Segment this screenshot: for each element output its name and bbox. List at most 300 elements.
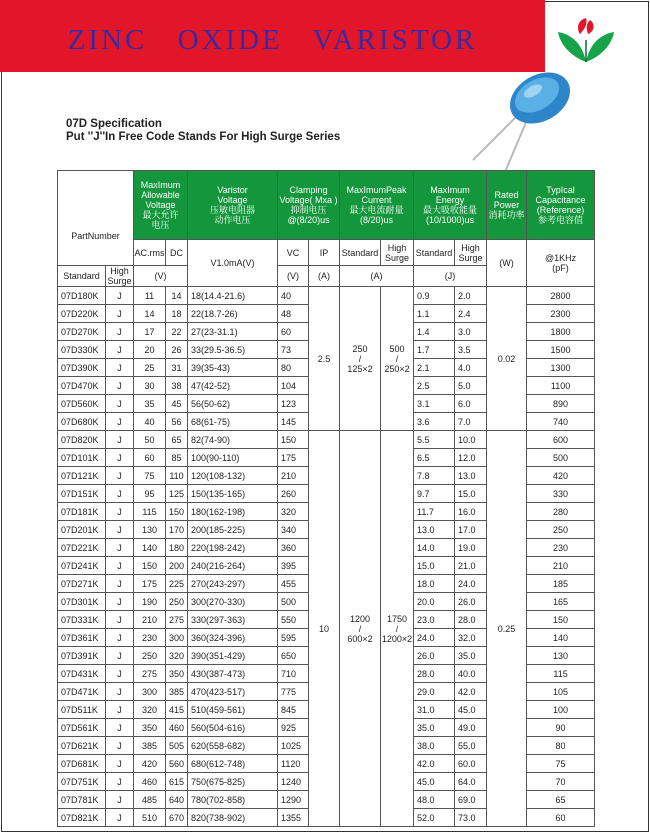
capacitance-value: 600 <box>527 431 595 449</box>
ac-rms-value: 40 <box>134 413 166 431</box>
standard-energy-value: 23.0 <box>414 611 455 629</box>
varistor-voltage-value: 560(504-616) <box>188 719 278 737</box>
clamping-voltage-value: 550 <box>278 611 309 629</box>
capacitance-value: 1300 <box>527 359 595 377</box>
dc-value: 670 <box>166 809 188 827</box>
leaf-logo-icon <box>556 10 616 66</box>
standard-energy-value: 35.0 <box>414 719 455 737</box>
clamping-voltage-value: 595 <box>278 629 309 647</box>
clamping-voltage-value: 650 <box>278 647 309 665</box>
clamping-voltage-value: 60 <box>278 323 309 341</box>
varistor-voltage-value: 120(108-132) <box>188 467 278 485</box>
capacitance-value: 100 <box>527 701 595 719</box>
standard-energy-value: 11.7 <box>414 503 455 521</box>
varistor-voltage-header: Varistor Voltage 压敏电阻器 动作电压 <box>188 171 278 240</box>
part-number: 07D301K <box>58 593 106 611</box>
high-surge-energy-value: 60.0 <box>455 755 487 773</box>
varistor-voltage-value: 240(216-264) <box>188 557 278 575</box>
dc-value: 22 <box>166 323 188 341</box>
high-surge-energy-value: 19.0 <box>455 539 487 557</box>
clamping-voltage-value: 455 <box>278 575 309 593</box>
part-number: 07D820K <box>58 431 106 449</box>
dc-header: DC <box>166 240 188 266</box>
ac-rms-value: 115 <box>134 503 166 521</box>
spec-subtitle: Put ''J''In Free Code Stands For High Surge Series <box>66 131 341 143</box>
high-surge-code: J <box>106 755 134 773</box>
energy-standard-header: Standard <box>414 240 455 266</box>
current-standard-header: Standard <box>340 240 381 266</box>
clamping-voltage-value: 123 <box>278 395 309 413</box>
current-unit: (A) <box>340 266 414 287</box>
part-number: 07D330K <box>58 341 106 359</box>
high-surge-code: J <box>106 665 134 683</box>
varistor-voltage-value: 100(90-110) <box>188 449 278 467</box>
ac-rms-value: 420 <box>134 755 166 773</box>
high-surge-energy-value: 24.0 <box>455 575 487 593</box>
varistor-voltage-value: 33(29.5-36.5) <box>188 341 278 359</box>
clamping-voltage-value: 48 <box>278 305 309 323</box>
clamping-voltage-value: 1355 <box>278 809 309 827</box>
clamping-voltage-value: 73 <box>278 341 309 359</box>
high-surge-energy-value: 55.0 <box>455 737 487 755</box>
ac-rms-value: 385 <box>134 737 166 755</box>
capacitance-value: 1800 <box>527 323 595 341</box>
high-surge-code: J <box>106 773 134 791</box>
varistor-voltage-value: 39(35-43) <box>188 359 278 377</box>
voltage-unit: (V) <box>134 266 188 287</box>
high-surge-energy-value: 64.0 <box>455 773 487 791</box>
high-surge-energy-value: 15.0 <box>455 485 487 503</box>
standard-energy-value: 31.0 <box>414 701 455 719</box>
dc-value: 505 <box>166 737 188 755</box>
high-surge-current-value: 1750 / 1200×2 <box>381 431 414 827</box>
dc-value: 14 <box>166 287 188 305</box>
varistor-voltage-value: 820(738-902) <box>188 809 278 827</box>
clamping-voltage-value: 260 <box>278 485 309 503</box>
clamping-voltage-value: 1290 <box>278 791 309 809</box>
varistor-voltage-value: 27(23-31.1) <box>188 323 278 341</box>
ac-rms-value: 140 <box>134 539 166 557</box>
standard-energy-value: 20.0 <box>414 593 455 611</box>
part-number: 07D220K <box>58 305 106 323</box>
part-number: 07D201K <box>58 521 106 539</box>
clamping-voltage-value: 80 <box>278 359 309 377</box>
ac-rms-value: 275 <box>134 665 166 683</box>
dc-value: 31 <box>166 359 188 377</box>
dc-value: 170 <box>166 521 188 539</box>
high-surge-code: J <box>106 647 134 665</box>
dc-value: 180 <box>166 539 188 557</box>
varistor-voltage-value: 200(185-225) <box>188 521 278 539</box>
ac-rms-value: 190 <box>134 593 166 611</box>
ac-rms-value: 485 <box>134 791 166 809</box>
clamping-voltage-value: 150 <box>278 431 309 449</box>
part-number: 07D470K <box>58 377 106 395</box>
dc-value: 385 <box>166 683 188 701</box>
ac-rms-value: 35 <box>134 395 166 413</box>
capacitance-value: 90 <box>527 719 595 737</box>
part-number: 07D511K <box>58 701 106 719</box>
clamping-voltage-value: 395 <box>278 557 309 575</box>
standard-energy-value: 13.0 <box>414 521 455 539</box>
varistor-voltage-value: 680(612-748) <box>188 755 278 773</box>
high-surge-energy-value: 5.0 <box>455 377 487 395</box>
ac-rms-value: 75 <box>134 467 166 485</box>
clamping-voltage-value: 145 <box>278 413 309 431</box>
part-number: 07D101K <box>58 449 106 467</box>
ac-rms-value: 460 <box>134 773 166 791</box>
high-surge-code: J <box>106 431 134 449</box>
standard-energy-value: 1.4 <box>414 323 455 341</box>
standard-energy-value: 42.0 <box>414 755 455 773</box>
standard-energy-value: 26.0 <box>414 647 455 665</box>
varistor-voltage-value: 18(14.4-21.6) <box>188 287 278 305</box>
part-number: 07D121K <box>58 467 106 485</box>
part-standard-header: Standard <box>58 266 106 287</box>
varistor-voltage-value: 330(297-363) <box>188 611 278 629</box>
varistor-voltage-value: 47(42-52) <box>188 377 278 395</box>
power-unit: (W) <box>487 240 527 287</box>
capacitance-value: 250 <box>527 521 595 539</box>
capacitance-value: 230 <box>527 539 595 557</box>
capacitance-value: 165 <box>527 593 595 611</box>
clamping-voltage-value: 1120 <box>278 755 309 773</box>
capacitance-value: 210 <box>527 557 595 575</box>
dc-value: 26 <box>166 341 188 359</box>
high-surge-energy-value: 35.0 <box>455 647 487 665</box>
capacitance-header: TypIcal Capacitance (Reference) 参考电容值 <box>527 171 595 240</box>
high-surge-energy-value: 2.4 <box>455 305 487 323</box>
standard-energy-value: 3.6 <box>414 413 455 431</box>
capacitance-value: 185 <box>527 575 595 593</box>
varistor-voltage-value: 180(162-198) <box>188 503 278 521</box>
energy-high-surge-header: High Surge <box>455 240 487 266</box>
max-allowable-voltage-header: MaxImum Allowable Voltage 最大允许 电压 <box>134 171 188 240</box>
capacitance-value: 2300 <box>527 305 595 323</box>
standard-energy-value: 2.5 <box>414 377 455 395</box>
high-surge-energy-value: 17.0 <box>455 521 487 539</box>
high-surge-energy-value: 7.0 <box>455 413 487 431</box>
high-surge-energy-value: 13.0 <box>455 467 487 485</box>
standard-energy-value: 14.0 <box>414 539 455 557</box>
high-surge-code: J <box>106 449 134 467</box>
standard-energy-value: 7.8 <box>414 467 455 485</box>
capacitance-value: 70 <box>527 773 595 791</box>
high-surge-code: J <box>106 557 134 575</box>
dc-value: 250 <box>166 593 188 611</box>
part-number: 07D331K <box>58 611 106 629</box>
varistor-voltage-value: 300(270-330) <box>188 593 278 611</box>
ac-rms-value: 250 <box>134 647 166 665</box>
high-surge-code: J <box>106 377 134 395</box>
high-surge-code: J <box>106 809 134 827</box>
capacitance-value: 115 <box>527 665 595 683</box>
high-surge-code: J <box>106 395 134 413</box>
ac-rms-value: 25 <box>134 359 166 377</box>
v1ma-header: V1.0mA(V) <box>188 240 278 287</box>
part-number: 07D431K <box>58 665 106 683</box>
high-surge-energy-value: 40.0 <box>455 665 487 683</box>
ac-rms-value: 11 <box>134 287 166 305</box>
ac-rms-value: 510 <box>134 809 166 827</box>
ac-rms-value: 14 <box>134 305 166 323</box>
high-surge-code: J <box>106 737 134 755</box>
spec-table <box>57 170 595 827</box>
high-surge-current-value: 500 / 250×2 <box>381 287 414 431</box>
dc-value: 640 <box>166 791 188 809</box>
dc-value: 56 <box>166 413 188 431</box>
high-surge-energy-value: 69.0 <box>455 791 487 809</box>
standard-current-value: 250 / 125×2 <box>340 287 381 431</box>
dc-value: 18 <box>166 305 188 323</box>
high-surge-code: J <box>106 287 134 305</box>
dc-value: 320 <box>166 647 188 665</box>
varistor-voltage-value: 470(423-517) <box>188 683 278 701</box>
standard-energy-value: 15.0 <box>414 557 455 575</box>
part-number: 07D391K <box>58 647 106 665</box>
capacitance-value: 2800 <box>527 287 595 305</box>
standard-energy-value: 0.9 <box>414 287 455 305</box>
varistor-voltage-value: 270(243-297) <box>188 575 278 593</box>
standard-energy-value: 18.0 <box>414 575 455 593</box>
dc-value: 560 <box>166 755 188 773</box>
varistor-voltage-value: 750(675-825) <box>188 773 278 791</box>
capacitance-value: 500 <box>527 449 595 467</box>
capacitance-value: 420 <box>527 467 595 485</box>
capacitance-value: 280 <box>527 503 595 521</box>
clamping-voltage-value: 775 <box>278 683 309 701</box>
high-surge-code: J <box>106 503 134 521</box>
high-surge-code: J <box>106 719 134 737</box>
standard-energy-value: 2.1 <box>414 359 455 377</box>
ac-rms-value: 320 <box>134 701 166 719</box>
dc-value: 85 <box>166 449 188 467</box>
ac-rms-value: 95 <box>134 485 166 503</box>
high-surge-energy-value: 10.0 <box>455 431 487 449</box>
capacitance-value: 130 <box>527 647 595 665</box>
varistor-disc-icon <box>465 68 585 173</box>
ac-rms-value: 60 <box>134 449 166 467</box>
part-number: 07D821K <box>58 809 106 827</box>
high-surge-energy-value: 3.0 <box>455 323 487 341</box>
standard-energy-value: 1.1 <box>414 305 455 323</box>
ac-rms-header: AC.rms <box>134 240 166 266</box>
part-number: 07D561K <box>58 719 106 737</box>
ip-header: IP <box>309 240 340 266</box>
dc-value: 110 <box>166 467 188 485</box>
current-high-surge-header: High Surge <box>381 240 414 266</box>
clamping-voltage-value: 1025 <box>278 737 309 755</box>
varistor-voltage-value: 780(702-858) <box>188 791 278 809</box>
varistor-voltage-value: 150(135-165) <box>188 485 278 503</box>
standard-energy-value: 48.0 <box>414 791 455 809</box>
clamping-voltage-value: 710 <box>278 665 309 683</box>
ip-unit: (A) <box>309 266 340 287</box>
varistor-voltage-value: 620(558-682) <box>188 737 278 755</box>
dc-value: 350 <box>166 665 188 683</box>
clamping-voltage-value: 845 <box>278 701 309 719</box>
high-surge-energy-value: 12.0 <box>455 449 487 467</box>
high-surge-energy-value: 42.0 <box>455 683 487 701</box>
clamping-voltage-value: 360 <box>278 539 309 557</box>
capacitance-value: 140 <box>527 629 595 647</box>
dc-value: 200 <box>166 557 188 575</box>
standard-energy-value: 6.5 <box>414 449 455 467</box>
capacitance-value: 740 <box>527 413 595 431</box>
clamping-voltage-value: 104 <box>278 377 309 395</box>
dc-value: 300 <box>166 629 188 647</box>
dc-value: 150 <box>166 503 188 521</box>
high-surge-code: J <box>106 575 134 593</box>
high-surge-code: J <box>106 629 134 647</box>
header-banner <box>0 0 545 72</box>
table-row <box>58 287 595 305</box>
ac-rms-value: 175 <box>134 575 166 593</box>
part-number: 07D390K <box>58 359 106 377</box>
high-surge-code: J <box>106 323 134 341</box>
standard-energy-value: 24.0 <box>414 629 455 647</box>
high-surge-energy-value: 21.0 <box>455 557 487 575</box>
standard-energy-value: 29.0 <box>414 683 455 701</box>
ac-rms-value: 17 <box>134 323 166 341</box>
dc-value: 615 <box>166 773 188 791</box>
clamping-voltage-value: 500 <box>278 593 309 611</box>
varistor-voltage-value: 220(198-242) <box>188 539 278 557</box>
capacitance-value: 60 <box>527 809 595 827</box>
rated-power-value: 0.02 <box>487 287 527 431</box>
vc-header: VC <box>278 240 309 266</box>
capacitance-value: 1500 <box>527 341 595 359</box>
capacitance-value: 890 <box>527 395 595 413</box>
standard-energy-value: 9.7 <box>414 485 455 503</box>
standard-energy-value: 52.0 <box>414 809 455 827</box>
vc-unit: (V) <box>278 266 309 287</box>
part-high-surge-header: High Surge <box>107 266 132 286</box>
banner-title: ZINC OXIDE VARISTOR <box>67 24 478 56</box>
dc-value: 45 <box>166 395 188 413</box>
ac-rms-value: 50 <box>134 431 166 449</box>
ip-value: 10 <box>309 431 340 827</box>
part-number: 07D471K <box>58 683 106 701</box>
high-surge-code: J <box>106 683 134 701</box>
ac-rms-value: 350 <box>134 719 166 737</box>
clamping-voltage-value: 1240 <box>278 773 309 791</box>
ac-rms-value: 300 <box>134 683 166 701</box>
part-number: 07D680K <box>58 413 106 431</box>
part-number: 07D241K <box>58 557 106 575</box>
high-surge-energy-value: 28.0 <box>455 611 487 629</box>
varistor-voltage-value: 360(324-396) <box>188 629 278 647</box>
high-surge-energy-value: 73.0 <box>455 809 487 827</box>
dc-value: 460 <box>166 719 188 737</box>
varistor-voltage-value: 430(387-473) <box>188 665 278 683</box>
varistor-voltage-value: 390(351-429) <box>188 647 278 665</box>
high-surge-code: J <box>106 521 134 539</box>
part-number: 07D271K <box>58 575 106 593</box>
part-number: 07D221K <box>58 539 106 557</box>
clamping-voltage-value: 40 <box>278 287 309 305</box>
max-peak-current-header: MaxImumPeak Current 最大电流耐量 (8/20)us <box>340 171 414 240</box>
max-energy-header: MaxImum Energy 最大吸收能量 (10/1000)us <box>414 171 487 240</box>
high-surge-energy-value: 16.0 <box>455 503 487 521</box>
high-surge-code: J <box>106 359 134 377</box>
ac-rms-value: 150 <box>134 557 166 575</box>
standard-energy-value: 28.0 <box>414 665 455 683</box>
capacitance-value: 75 <box>527 755 595 773</box>
capacitance-value: 80 <box>527 737 595 755</box>
varistor-voltage-value: 510(459-561) <box>188 701 278 719</box>
ac-rms-value: 20 <box>134 341 166 359</box>
part-number: 07D621K <box>58 737 106 755</box>
standard-current-value: 1200 / 600×2 <box>340 431 381 827</box>
capacitance-value: 1100 <box>527 377 595 395</box>
standard-energy-value: 5.5 <box>414 431 455 449</box>
varistor-voltage-value: 82(74-90) <box>188 431 278 449</box>
standard-energy-value: 3.1 <box>414 395 455 413</box>
standard-energy-value: 45.0 <box>414 773 455 791</box>
capacitance-value: 330 <box>527 485 595 503</box>
part-number: 07D181K <box>58 503 106 521</box>
part-number: 07D361K <box>58 629 106 647</box>
standard-energy-value: 38.0 <box>414 737 455 755</box>
ac-rms-value: 30 <box>134 377 166 395</box>
rated-power-value: 0.25 <box>487 431 527 827</box>
high-surge-code: J <box>106 485 134 503</box>
ac-rms-value: 210 <box>134 611 166 629</box>
high-surge-code: J <box>106 593 134 611</box>
high-surge-code: J <box>106 341 134 359</box>
high-surge-code: J <box>106 467 134 485</box>
part-number: 07D270K <box>58 323 106 341</box>
part-number: 07D560K <box>58 395 106 413</box>
spec-title: 07D Specification <box>66 118 162 130</box>
dc-value: 415 <box>166 701 188 719</box>
high-surge-code: J <box>106 539 134 557</box>
part-number-header: PartNumber <box>58 171 134 266</box>
high-surge-code: J <box>106 413 134 431</box>
capacitance-value: 65 <box>527 791 595 809</box>
varistor-voltage-value: 22(18.7-26) <box>188 305 278 323</box>
ip-value: 2.5 <box>309 287 340 431</box>
energy-unit: (J) <box>414 266 487 287</box>
clamping-voltage-value: 320 <box>278 503 309 521</box>
part-number: 07D180K <box>58 287 106 305</box>
high-surge-energy-value: 26.0 <box>455 593 487 611</box>
table-row <box>58 431 595 449</box>
part-number: 07D151K <box>58 485 106 503</box>
clamping-voltage-header: Clamping Voltage( Mxa ) 抑制电压 @(8/20)us <box>278 171 340 240</box>
clamping-voltage-value: 340 <box>278 521 309 539</box>
high-surge-code: J <box>106 611 134 629</box>
high-surge-energy-value: 3.5 <box>455 341 487 359</box>
high-surge-energy-value: 4.0 <box>455 359 487 377</box>
ac-rms-value: 230 <box>134 629 166 647</box>
dc-value: 125 <box>166 485 188 503</box>
high-surge-code: J <box>106 305 134 323</box>
capacitance-value: 150 <box>527 611 595 629</box>
standard-energy-value: 1.7 <box>414 341 455 359</box>
high-surge-code: J <box>106 701 134 719</box>
part-number: 07D781K <box>58 791 106 809</box>
high-surge-energy-value: 32.0 <box>455 629 487 647</box>
part-number: 07D751K <box>58 773 106 791</box>
high-surge-energy-value: 49.0 <box>455 719 487 737</box>
rated-power-header: Rated Power 消耗功率 <box>487 171 527 240</box>
capacitance-value: 105 <box>527 683 595 701</box>
ac-rms-value: 130 <box>134 521 166 539</box>
dc-value: 275 <box>166 611 188 629</box>
high-surge-energy-value: 45.0 <box>455 701 487 719</box>
